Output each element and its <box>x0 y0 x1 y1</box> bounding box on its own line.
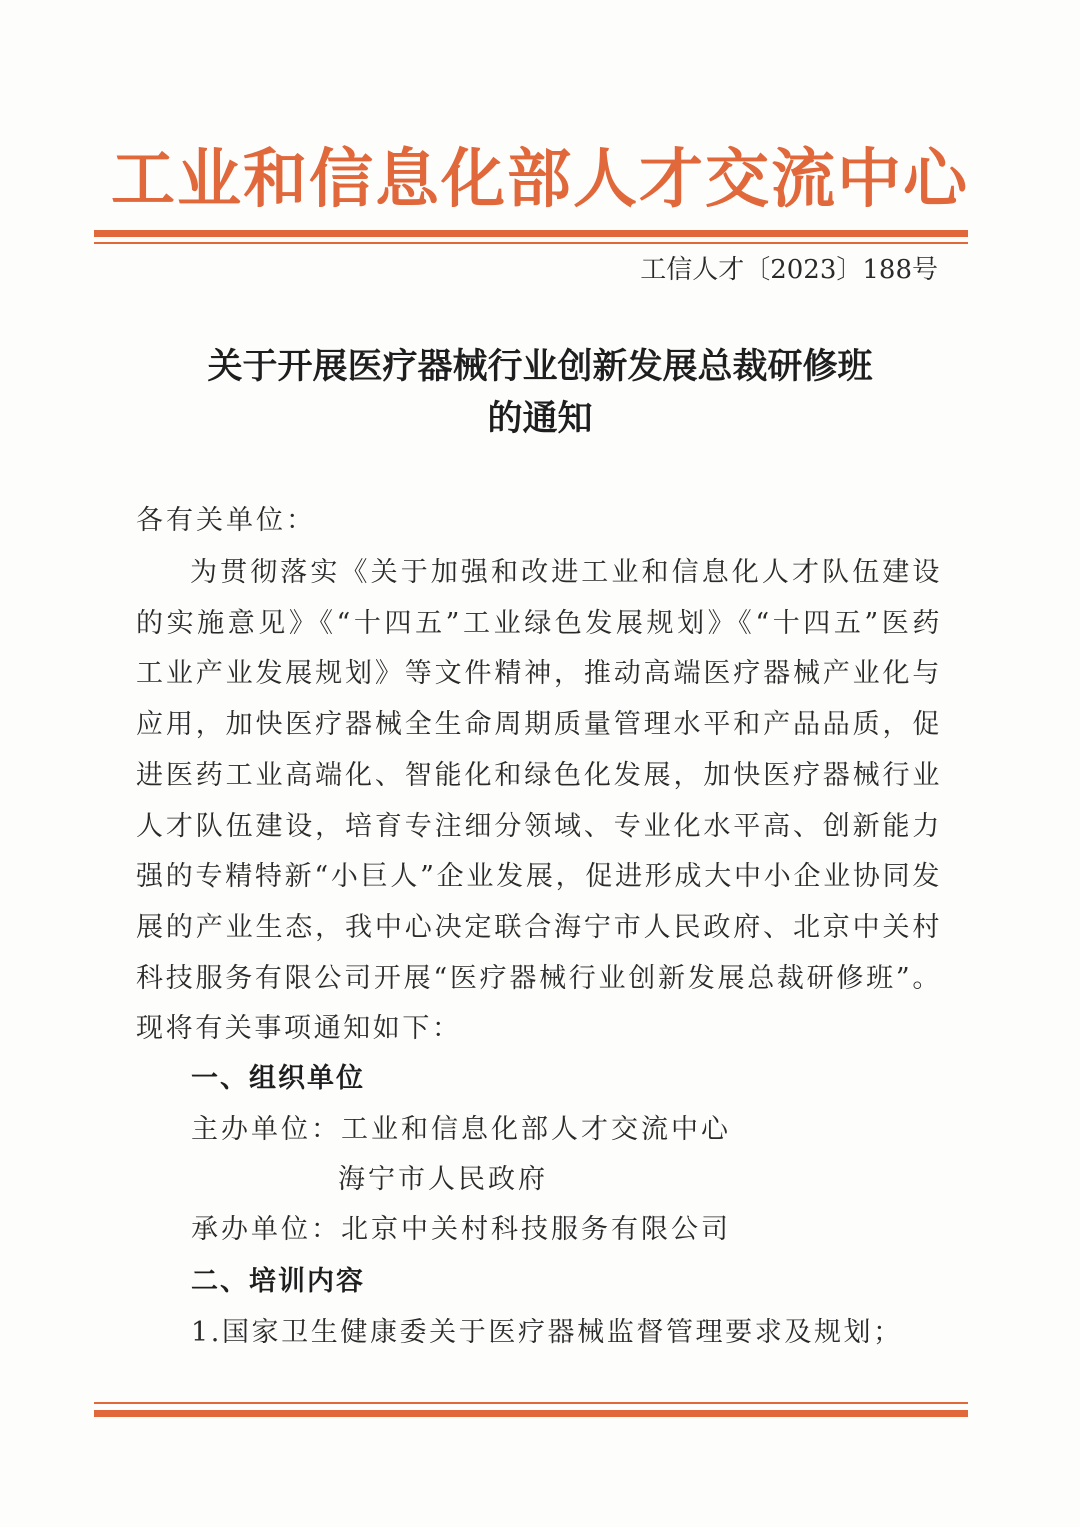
section-heading-organizers: 一、组织单位 <box>191 1063 365 1094</box>
training-content-item-1: 1.国家卫生健康委关于医疗器械监督管理要求及规划； <box>191 1317 903 1348</box>
organizer-label: 承办单位： <box>191 1214 341 1245</box>
footer-rule-thick <box>94 1410 968 1417</box>
section-heading-training-content: 二、培训内容 <box>191 1266 365 1297</box>
organizer-row <box>191 1208 731 1252</box>
document-title-line-1: 关于开展医疗器械行业创新发展总裁研修班 <box>207 346 873 387</box>
document-title-line-2: 的通知 <box>487 398 593 439</box>
letterhead-rule-thin <box>94 242 968 244</box>
document-number: 工信人才〔2023〕188号 <box>640 255 938 285</box>
letterhead-rule-thick <box>94 230 968 237</box>
footer-rule-thin <box>94 1402 968 1404</box>
organizer-name: 北京中关村科技服务有限公司 <box>341 1214 731 1245</box>
salutation: 各有关单位： <box>136 505 316 536</box>
intro-paragraph: 为贯彻落实《关于加强和改进工业和信息化人才队伍建设的实施意见》《“十四五”工业绿色发展规划》《“十四五”医药工业产业发展规划》等文件精神，推动高端医疗器械产业化与应用，加快医疗器械全生命周期质量管理水平和产品品质，促进医药工业高端化、智能化和绿色化发展，加快医疗器械行业人才队伍建设，培育专注细分领域、专业化水平高、创新能力强的专精特新“小巨人”企业发展，促进形成大中小企业协同发展的产业生态，我中心决定联合海宁市人民政府、北京中关村科技服务有限公司开展“医疗器械行业创新发展总裁研修班”。现将有关事项通知如下： <box>136 557 942 1045</box>
letterhead-organization: 工业和信息化部人才交流中心 <box>111 143 969 217</box>
host-organization-2: 海宁市人民政府 <box>338 1164 548 1195</box>
host-label: 主办单位： <box>191 1114 341 1145</box>
host-organization-1: 工业和信息化部人才交流中心 <box>341 1114 731 1145</box>
host-row <box>191 1108 731 1152</box>
